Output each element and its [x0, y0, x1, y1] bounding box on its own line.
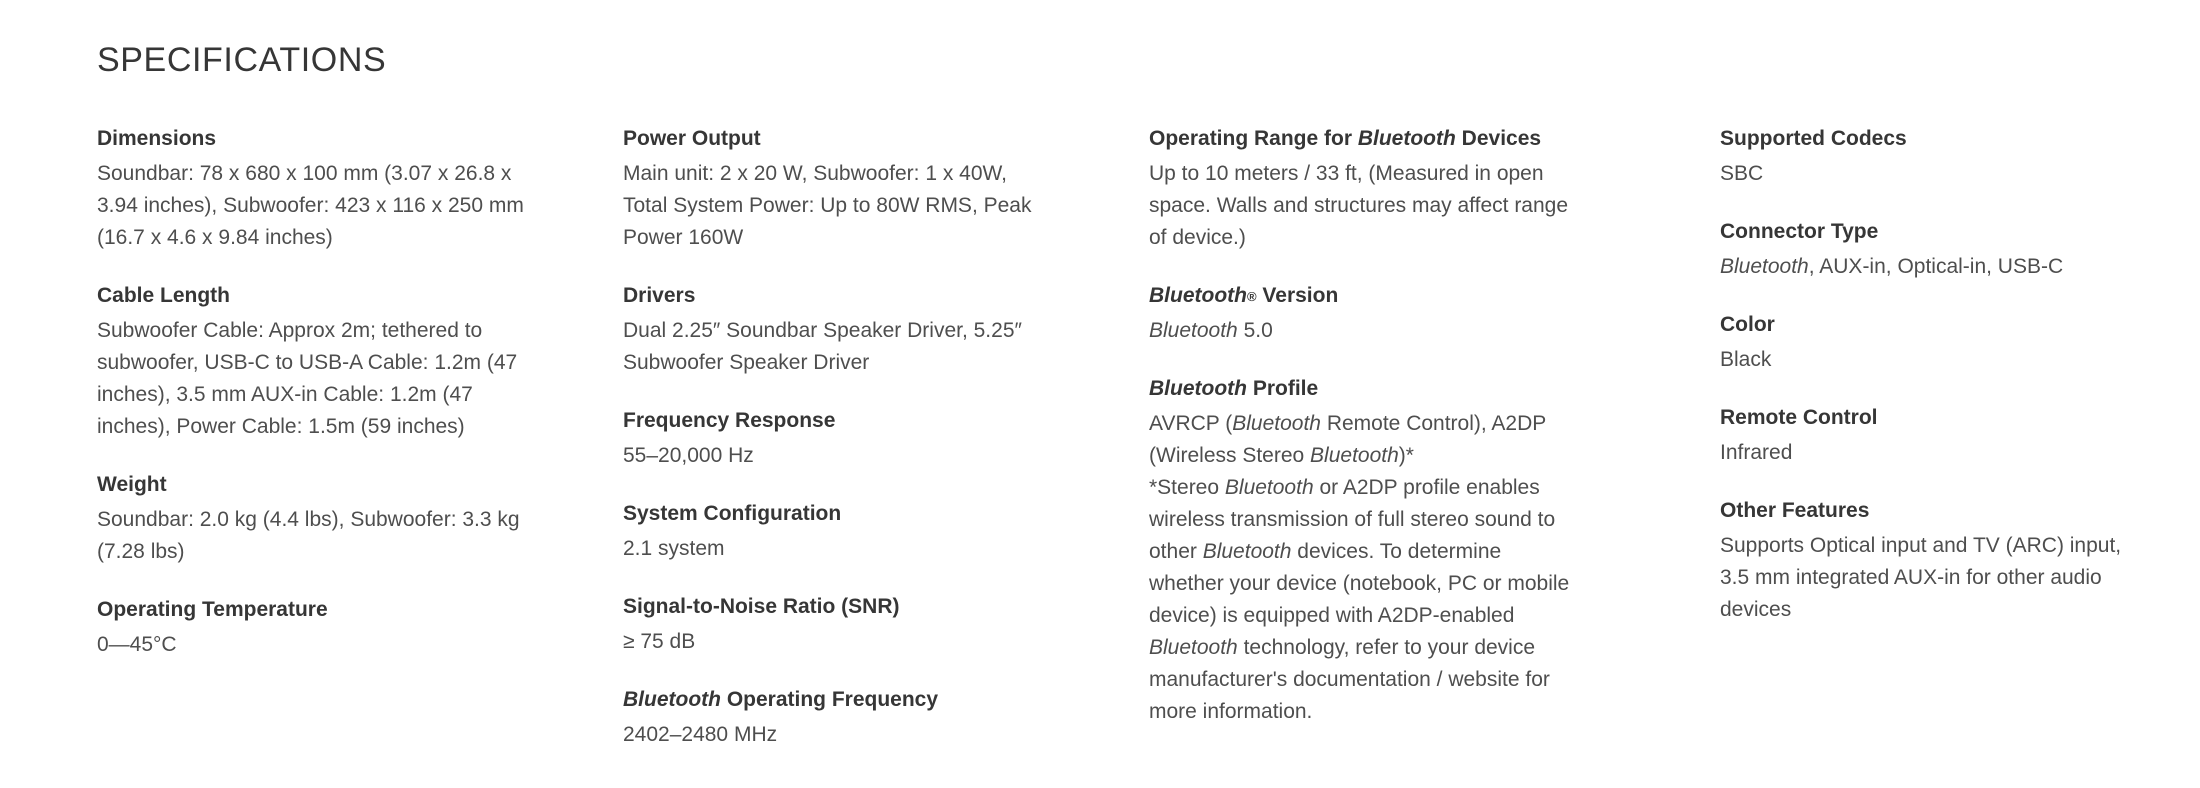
- spec-item: [1720, 217, 2140, 283]
- spec-item-heading: Connector Type: [1720, 220, 1879, 243]
- spec-item-heading: Weight: [97, 473, 167, 496]
- trademark-word: Bluetooth: [1202, 540, 1292, 563]
- trademark-word: Bluetooth: [1310, 444, 1399, 467]
- spec-item-value: Infrared: [1720, 441, 1793, 464]
- registered-mark: ®: [1246, 289, 1257, 304]
- spec-item: [1720, 496, 2140, 626]
- spec-item-value: 2402–2480 MHz: [623, 723, 778, 746]
- spec-item-value: Supports Optical input and TV (ARC) input, 3.5 mm integrated AUX-in for other audio devices: [1720, 534, 2122, 621]
- spec-item-heading: Drivers: [623, 284, 696, 307]
- spec-item-value: Main unit: 2 x 20 W, Subwoofer: 1 x 40W, Total System Power: Up to 80W RMS, Peak Power 160W: [623, 162, 1032, 249]
- spec-item-value: Soundbar: 78 x 680 x 100 mm (3.07 x 26.8 x 3.94 inches), Subwoofer: 423 x 116 x 250 mm (16.7 x 4.6 x 9.84 inches): [97, 162, 524, 249]
- spec-column-4: [1720, 124, 2140, 653]
- spec-item-heading: Dimensions: [97, 127, 217, 150]
- spec-item-heading: Operating Temperature: [97, 598, 328, 621]
- spec-item-heading: Power Output: [623, 127, 761, 150]
- spec-item: [97, 595, 527, 661]
- trademark-word: Bluetooth: [1232, 412, 1321, 435]
- trademark-word: Bluetooth: [1149, 319, 1238, 342]
- trademark-word: Bluetooth: [1149, 377, 1247, 400]
- spec-item-value: Up to 10 meters / 33 ft, (Measured in open space. Walls and structures may affect range of device.): [1149, 162, 1569, 249]
- spec-column-1: [97, 124, 623, 688]
- spec-item-value: Bluetooth, AUX-in, Optical-in, USB-C: [1720, 255, 2064, 278]
- spec-item-value: Subwoofer Cable: Approx 2m; tethered to subwoofer, USB-C to USB-A Cable: 1.2m (47 inches), 3.5 mm AUX-in Cable: 1.2m (47 inches), Power Cable: 1.5m (59 inches): [97, 319, 518, 438]
- spec-item: [1149, 281, 1579, 347]
- trademark-word: Bluetooth: [1224, 476, 1314, 499]
- spec-item: [1720, 124, 2140, 190]
- spec-columns: [97, 124, 2140, 778]
- page-title: SPECIFICATIONS: [97, 41, 387, 79]
- trademark-word: Bluetooth: [1357, 127, 1456, 150]
- trademark-word: Bluetooth: [1149, 636, 1238, 659]
- spec-item-value: SBC: [1720, 162, 1764, 185]
- spec-item: [623, 499, 1053, 565]
- spec-item: [623, 281, 1053, 379]
- spec-item-value: ≥ 75 dB: [623, 630, 696, 653]
- spec-item: [623, 124, 1053, 254]
- spec-item-value: Soundbar: 2.0 kg (4.4 lbs), Subwoofer: 3.3 kg (7.28 lbs): [97, 508, 520, 563]
- spec-item-heading: Operating Range for Bluetooth Devices: [1149, 127, 1542, 150]
- spec-item-value: Bluetooth 5.0: [1149, 319, 1273, 342]
- spec-item: [97, 470, 527, 568]
- spec-item-heading: Other Features: [1720, 499, 1870, 522]
- trademark-word: Bluetooth: [623, 688, 721, 711]
- spec-item-heading: System Configuration: [623, 502, 842, 525]
- spec-column-2: [623, 124, 1149, 778]
- spec-item-heading: Bluetooth Operating Frequency: [623, 688, 939, 711]
- trademark-word: Bluetooth: [1720, 255, 1809, 278]
- spec-item: [623, 592, 1053, 658]
- spec-item: [97, 124, 527, 254]
- spec-item: [97, 281, 527, 443]
- spec-item-value: 55–20,000 Hz: [623, 444, 754, 467]
- spec-item: [623, 685, 1053, 751]
- spec-item-heading: Supported Codecs: [1720, 127, 1907, 150]
- spec-column-3: [1149, 124, 1720, 755]
- spec-item-heading: Bluetooth Profile: [1149, 377, 1319, 400]
- spec-item-heading: Color: [1720, 313, 1775, 336]
- spec-item: [623, 406, 1053, 472]
- spec-item-value: AVRCP (Bluetooth Remote Control), A2DP (Wireless Stereo Bluetooth)* *Stereo Bluetooth or A2DP profile enables wireless transmission of full stereo sound to other Bluetooth devices. To determine whether your device (notebook, PC or mobile device) is equipped with A2DP-enabled Bluetooth technology, refer to your device manufacturer's documentation / website for more information.: [1149, 412, 1570, 723]
- spec-item-heading: Frequency Response: [623, 409, 836, 432]
- trademark-word: Bluetooth: [1149, 284, 1247, 307]
- spec-item-heading: Bluetooth® Version: [1149, 284, 1339, 307]
- spec-item-heading: Cable Length: [97, 284, 231, 307]
- spec-item-value: 2.1 system: [623, 537, 725, 560]
- spec-item-heading: Signal-to-Noise Ratio (SNR): [623, 595, 900, 618]
- spec-item: [1720, 310, 2140, 376]
- spec-item-value: Dual 2.25″ Soundbar Speaker Driver, 5.25″ Subwoofer Speaker Driver: [623, 319, 1022, 374]
- spec-item: [1149, 374, 1579, 728]
- spec-item-heading: Remote Control: [1720, 406, 1878, 429]
- spec-item: [1720, 403, 2140, 469]
- spec-item-value: Black: [1720, 348, 1772, 371]
- spec-item-value: 0—45°C: [97, 633, 177, 656]
- spec-item: [1149, 124, 1579, 254]
